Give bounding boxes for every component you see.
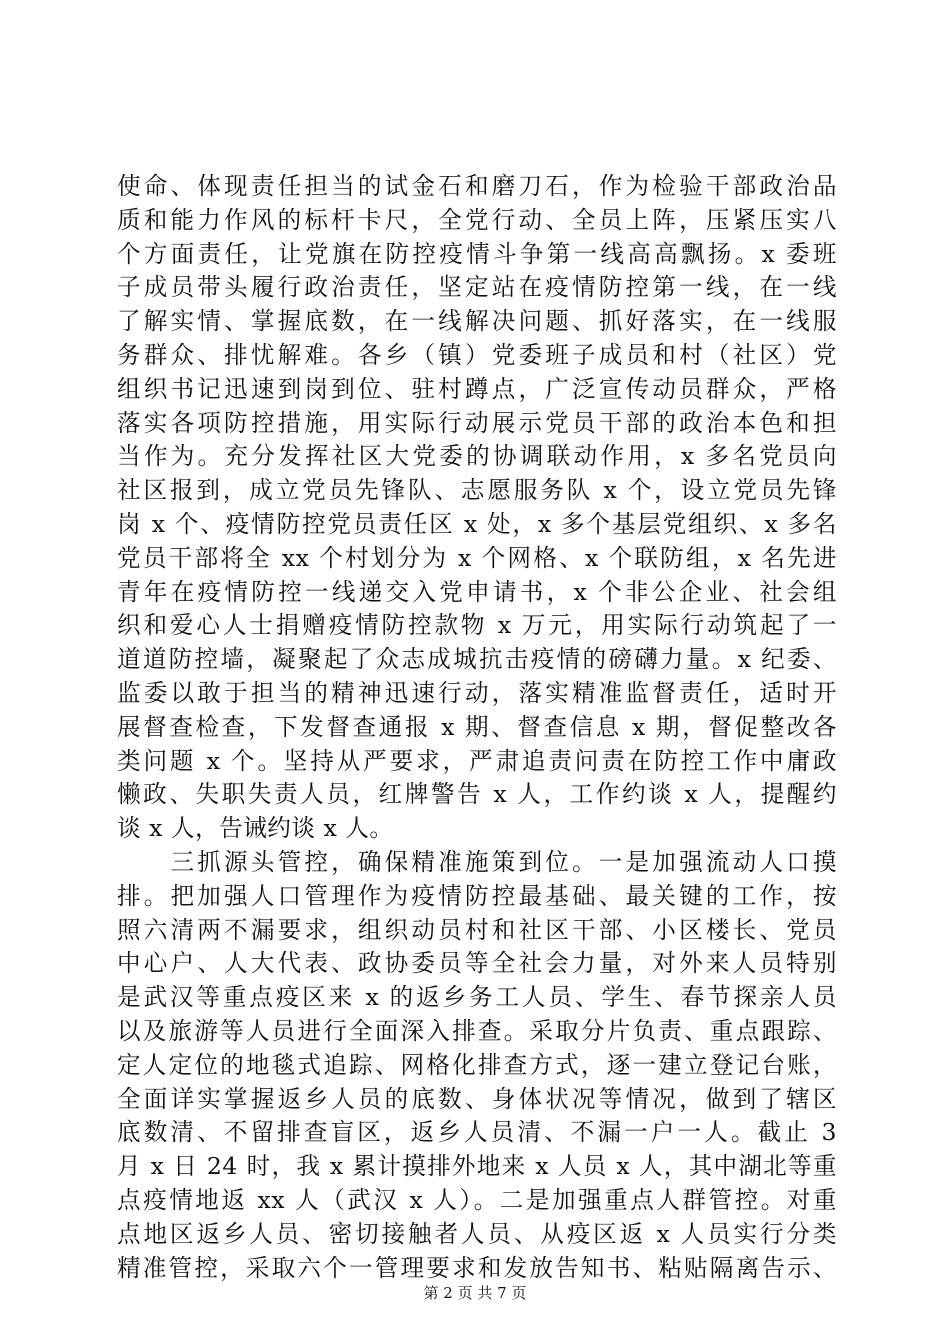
text-line: 排。把加强人口管理作为疫情防控最基础、最关键的工作，按 <box>117 881 837 910</box>
text-line: 点疫情地返 xx 人（武汉 x 人）。二是加强重点人群管控。对重 <box>117 1185 837 1214</box>
text-line: 青年在疫情防控一线递交入党申请书，x 个非公企业、社会组 <box>117 577 837 606</box>
text-line: 织和爱心人士捐赠疫情防控款物 x 万元，用实际行动筑起了一 <box>117 611 837 640</box>
text-line: 月 x 日 24 时，我 x 累计摸排外地来 x 人员 x 人，其中湖北等重 <box>117 1152 837 1181</box>
body-text <box>117 170 837 1285</box>
text-line: 懒政、失职失责人员，红牌警告 x 人，工作约谈 x 人，提醒约 <box>117 780 837 809</box>
text-line: 了解实情、掌握底数，在一线解决问题、抓好落实，在一线服 <box>117 307 837 336</box>
text-line: 社区报到，成立党员先锋队、志愿服务队 x 个，设立党员先锋 <box>117 476 837 505</box>
text-line: 监委以敢于担当的精神迅速行动，落实精准监督责任，适时开 <box>117 678 837 707</box>
text-line: 子成员带头履行政治责任，坚定站在疫情防控第一线，在一线 <box>117 273 837 302</box>
text-line: 道道防控墙，凝聚起了众志成城抗击疫情的磅礴力量。x 纪委、 <box>117 645 837 674</box>
text-line: 务群众、排忧解难。各乡（镇）党委班子成员和村（社区）党 <box>117 340 837 369</box>
text-line: 以及旅游等人员进行全面深入排查。采取分片负责、重点跟踪、 <box>117 1016 837 1045</box>
text-line: 三抓源头管控，确保精准施策到位。一是加强流动人口摸 <box>117 847 837 876</box>
text-line: 个方面责任，让党旗在防控疫情斗争第一线高高飘扬。x 委班 <box>117 239 837 268</box>
text-line: 使命、体现责任担当的试金石和磨刀石，作为检验干部政治品 <box>117 172 837 200</box>
text-line: 点地区返乡人员、密切接触者人员、从疫区返 x 人员实行分类 <box>117 1219 837 1248</box>
text-line: 落实各项防控措施，用实际行动展示党员干部的政治本色和担 <box>117 408 837 437</box>
text-line: 照六清两不漏要求，组织动员村和社区干部、小区楼长、党员 <box>117 915 837 944</box>
text-line: 谈 x 人，告诫约谈 x 人。 <box>117 814 394 843</box>
text-line: 组织书记迅速到岗到位、驻村蹲点，广泛宣传动员群众，严格 <box>117 374 837 403</box>
text-line: 类问题 x 个。坚持从严要求，严肃追责问责在防控工作中庸政 <box>117 746 837 775</box>
text-line: 中心户、人大代表、政协委员等全社会力量，对外来人员特别 <box>117 949 837 978</box>
text-line: 岗 x 个、疫情防控党员责任区 x 处，x 多个基层党组织、x 多名 <box>117 509 837 538</box>
text-line: 精准管控，采取六个一管理要求和发放告知书、粘贴隔离告示、 <box>117 1253 837 1282</box>
text-line: 是武汉等重点疫区来 x 的返乡务工人员、学生、春节探亲人员 <box>117 983 837 1012</box>
page-footer: 第 2 页 共 7 页 <box>423 1284 527 1302</box>
text-line: 质和能力作风的标杆卡尺，全党行动、全员上阵，压紧压实八 <box>117 205 837 234</box>
text-line: 当作为。充分发挥社区大党委的协调联动作用，x 多名党员向 <box>117 442 837 471</box>
text-line: 定人定位的地毯式追踪、网格化排查方式，逐一建立登记台账， <box>117 1050 837 1079</box>
text-line: 底数清、不留排查盲区，返乡人员清、不漏一户一人。截止 3 <box>117 1118 837 1147</box>
text-line: 全面详实掌握返乡人员的底数、身体状况等情况，做到了辖区 <box>117 1084 837 1113</box>
text-line: 展督查检查，下发督查通报 x 期、督查信息 x 期，督促整改各 <box>117 712 837 741</box>
text-line: 党员干部将全 xx 个村划分为 x 个网格、x 个联防组，x 名先进 <box>117 543 837 572</box>
